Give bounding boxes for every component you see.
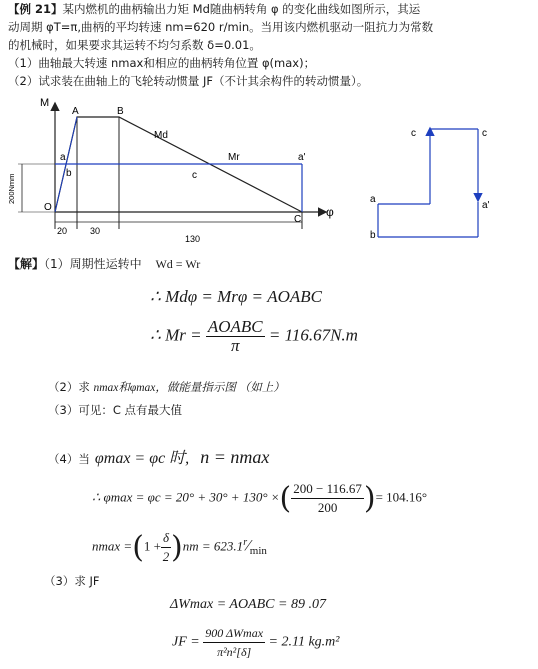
eq-n-fraction	[161, 529, 171, 566]
problem-line-2: 动周期 φT=π,曲柄的平均转速 nm=620 r/min。当用该内燃机驱动一阻抗力为常数	[8, 20, 434, 34]
eq-phi-fraction	[291, 480, 364, 517]
eq-n-unit-bottom: min	[249, 545, 267, 558]
eq-phi-lhs: ∴ φmax = φc = 20° + 30° + 130° ×	[92, 489, 280, 505]
step4-condition: φmax = φc 时,	[94, 450, 190, 467]
solution-step-1	[8, 257, 200, 272]
step1-text: （1）周期性运转中	[44, 257, 142, 271]
solution-step-3: （3）可见：C 点有最大值	[48, 403, 183, 417]
energy-diagram	[370, 128, 490, 241]
eq-jf-denominator: π²n²[δ]	[217, 645, 252, 659]
problem-tag: 【例 21】	[8, 2, 63, 16]
y-value-label: 200Nmm	[7, 173, 16, 204]
label-mr: Mr	[228, 152, 240, 163]
axis-label-phi: φ	[326, 205, 334, 219]
eq-phi-result: = 104.16°	[375, 489, 428, 505]
equation-2	[150, 318, 358, 355]
energy-label-c-left: c	[411, 128, 416, 139]
equation-jf	[172, 624, 339, 661]
problem-line-1	[8, 2, 420, 17]
point-b: b	[66, 168, 72, 179]
eq-n-unit-top: r	[243, 537, 248, 549]
eq-jf-lhs: JF =	[172, 634, 200, 650]
eq-jf-rhs: = 2.11 kg.m²	[268, 634, 340, 650]
torque-diagram	[0, 92, 538, 252]
equation-n: nmax =(1 + $\frac{\delta}{2}$ )$nm = 623.1^r⁄_{min}$	[92, 530, 267, 565]
dim-130: 130	[185, 234, 201, 244]
eq2-rhs: = 116.67N.m	[268, 325, 358, 345]
step4-prefix: （4）当	[48, 452, 90, 466]
equation-phi: ∴ φmax = φc = 20° + 30° + 130° ×( $\frac{200 - 116.67}{200}$ )= 104.16°	[92, 481, 428, 516]
dim-20: 20	[57, 226, 68, 236]
eq-jf-numerator: 900 ΔWmax	[203, 624, 265, 643]
equation-1: ∴ Mdφ = Mrφ = AOABC	[150, 287, 323, 306]
eq2-numerator: AOABC	[207, 317, 263, 336]
point-o: O	[44, 202, 52, 213]
eq-phi-numerator: 200 − 116.67	[291, 480, 364, 499]
energy-label-b: b	[370, 230, 376, 241]
dim-30: 30	[90, 226, 101, 236]
eq2-fraction	[206, 318, 265, 355]
eq2-denominator: π	[230, 336, 240, 355]
axis-label-m: M	[40, 97, 50, 109]
eq-n-denominator: 2	[162, 549, 170, 564]
eq-phi-denominator: 200	[317, 500, 338, 515]
energy-label-a-prime: a'	[482, 200, 490, 211]
solution-step-4	[48, 445, 269, 468]
eq2-lhs: ∴ Mr =	[150, 325, 202, 345]
point-C: C	[294, 214, 302, 225]
point-B: B	[117, 106, 124, 117]
solution-step-2: （2）求 nmax和φmax，做能量指示图 （如上）	[48, 380, 285, 394]
question-2: （2）试求装在曲轴上的飞轮转动惯量 JF（不计其余构件的转动惯量）。	[8, 74, 369, 88]
eq-n-lhs: nmax =	[92, 538, 133, 554]
point-c: c	[192, 170, 197, 181]
point-a-prime: a'	[298, 152, 306, 163]
label-md: Md	[154, 130, 168, 141]
point-A: A	[72, 106, 79, 117]
step1-equation: Wd = Wr	[155, 257, 201, 271]
point-a: a	[60, 152, 66, 163]
eq-n-numerator: δ	[161, 529, 171, 548]
energy-label-a: a	[370, 194, 376, 205]
energy-label-c-right: c	[482, 128, 487, 139]
problem-text-1: 某内燃机的曲柄输出力矩 Md随曲柄转角 φ 的变化曲线如图所示，其运	[62, 2, 421, 16]
question-1: （1）曲轴最大转速 nmax和相应的曲柄转角位置 φ(max)；	[8, 56, 316, 70]
eq-n-rhs: nm = 623.1	[182, 538, 244, 554]
eq-jf-fraction	[203, 624, 265, 661]
solution-tag: 【解】	[8, 257, 45, 271]
step4-n: n = nmax	[200, 447, 270, 467]
solution-step-5: （3）求 JF	[44, 574, 100, 588]
problem-line-3: 的机械时，如果要求其运转不均匀系数 δ=0.01。	[8, 38, 261, 52]
equation-delta-w: ΔWmax = AOABC = 89 .07	[170, 597, 326, 612]
step2-text: nmax和φmax，做能量指示图 （如上）	[93, 382, 285, 394]
